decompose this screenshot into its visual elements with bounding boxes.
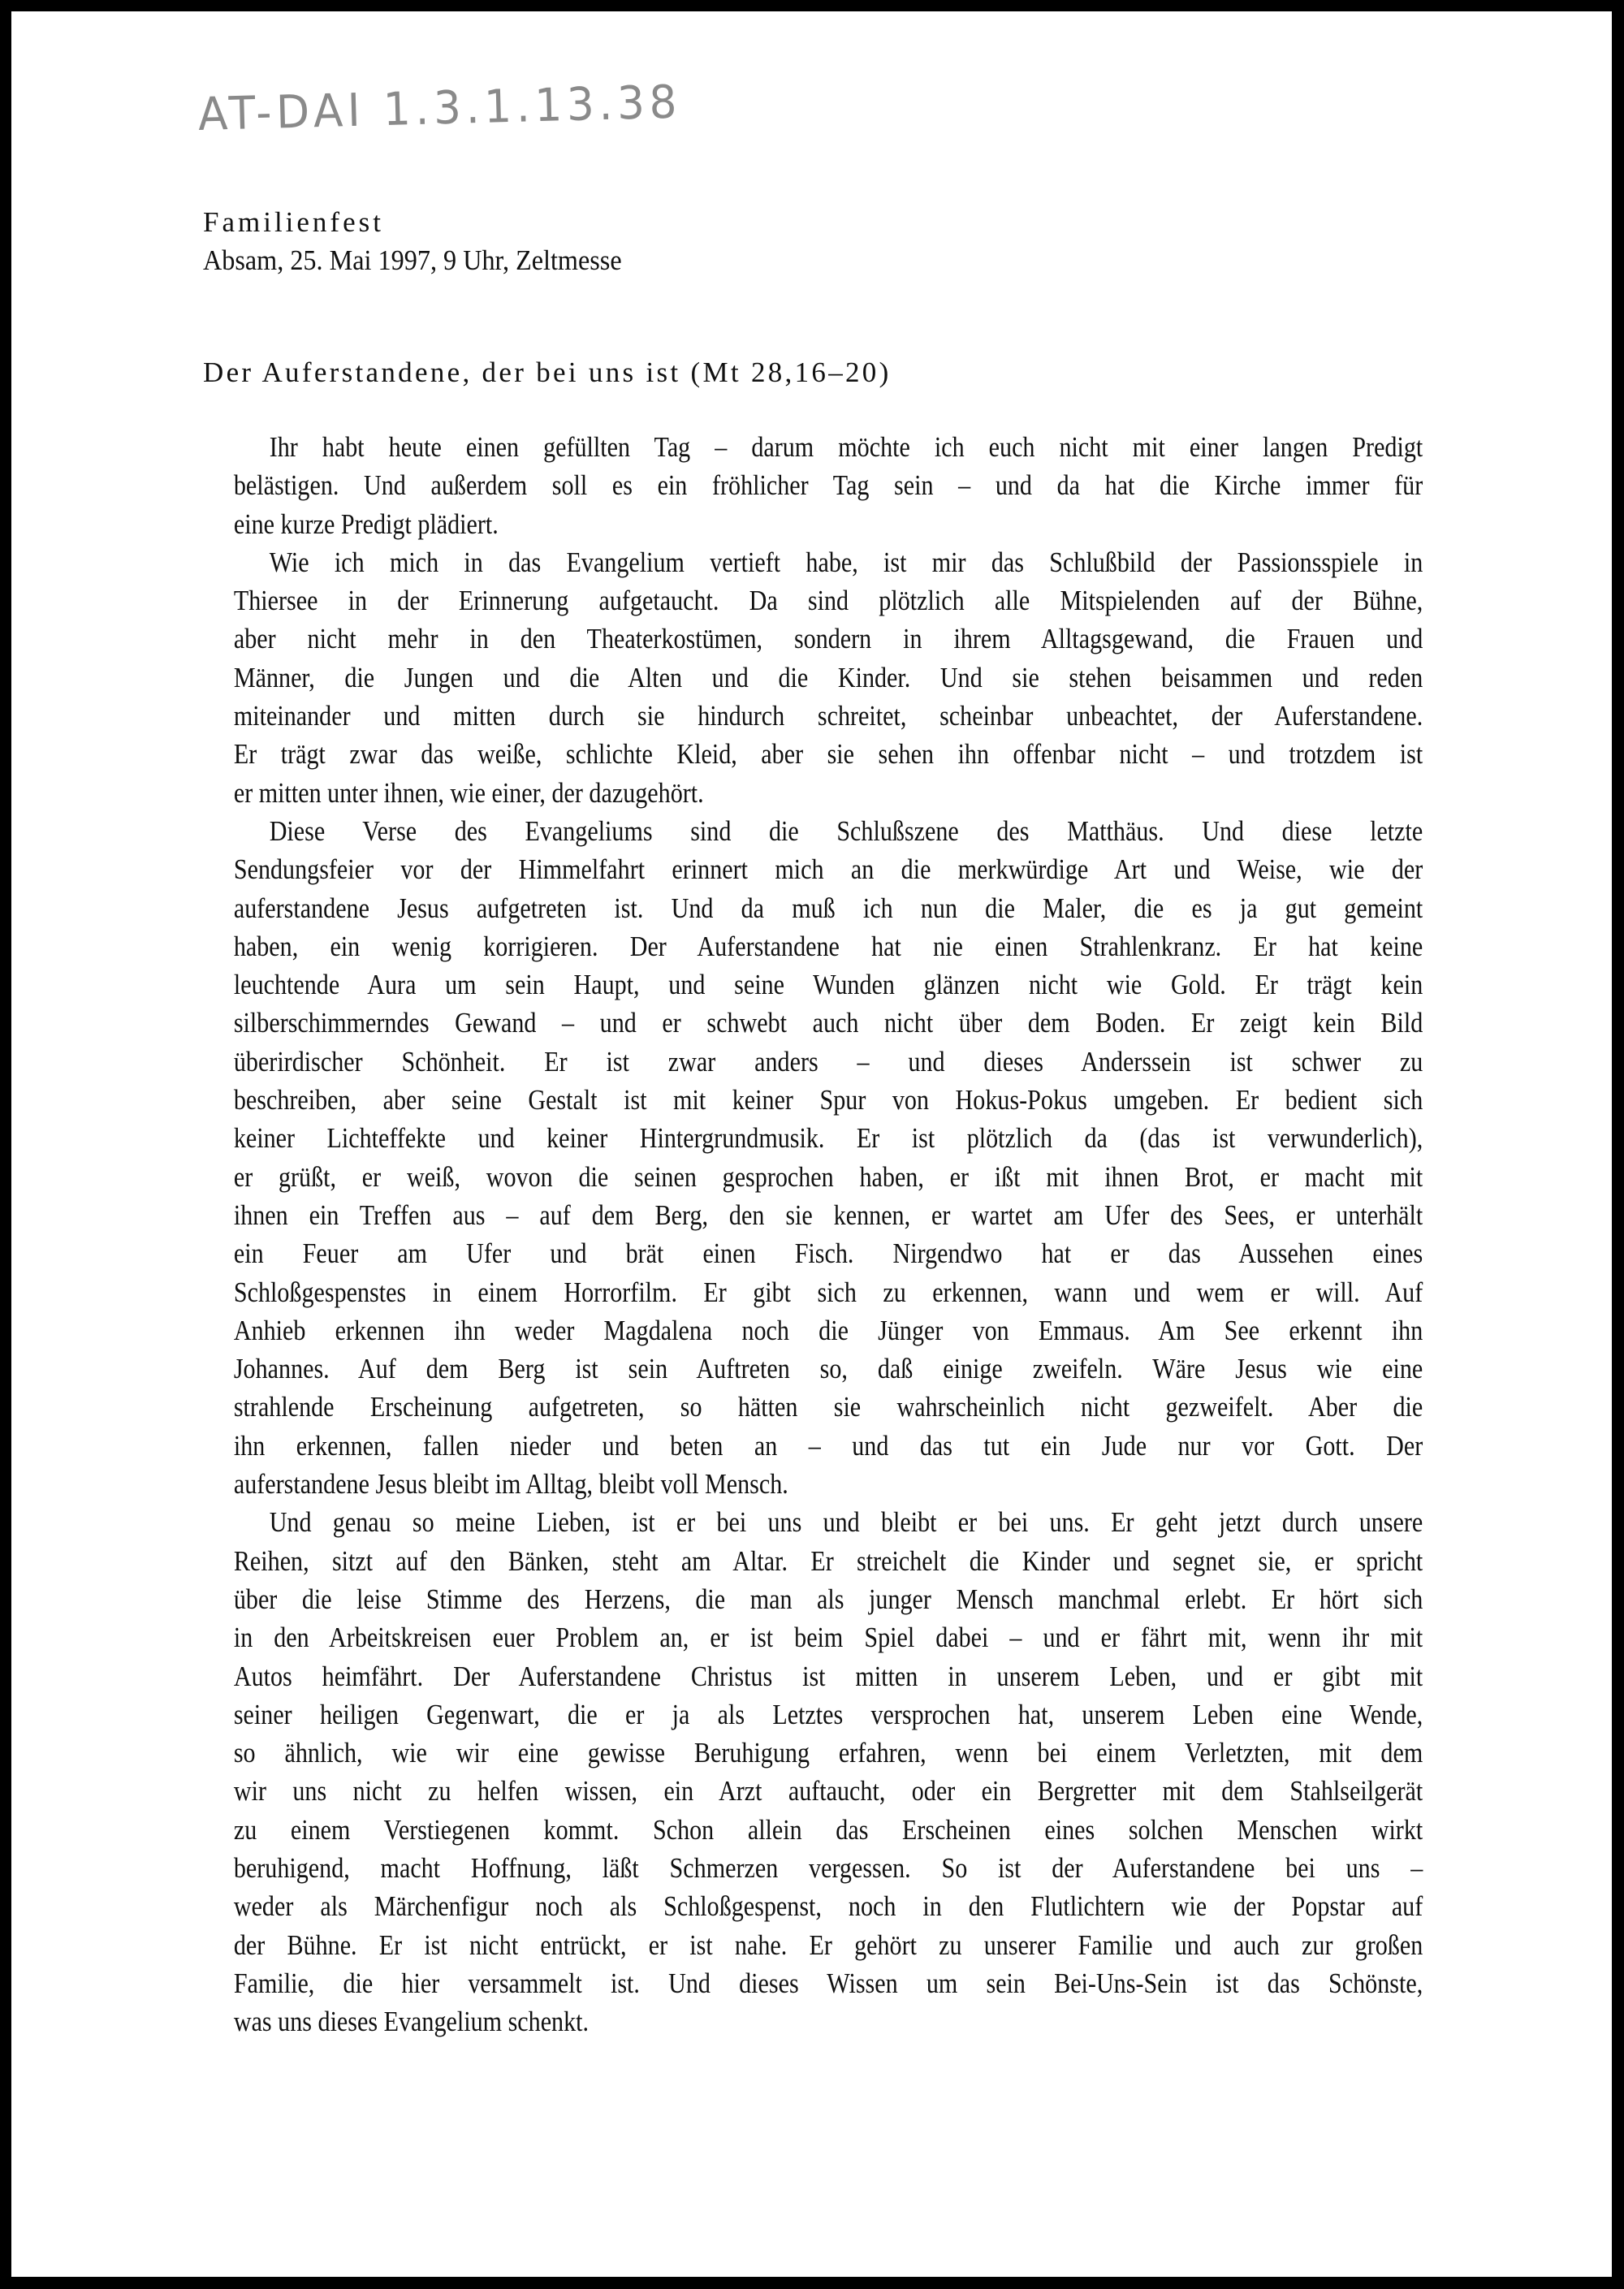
text-line: Reihen, sitzt auf den Bänken, steht am Altar. Er streichelt die Kinder und segnet sie, er spricht: [233, 1544, 1423, 1577]
paragraph: [203, 428, 1423, 543]
sermon-title: Der Auferstandene, der bei uns ist (Mt 28,16–20): [203, 356, 892, 388]
text-line: Johannes. Auf dem Berg ist sein Auftreten so, daß einige zweifeln. Wäre Jesus wie eine: [233, 1353, 1423, 1385]
document-page: [11, 11, 1612, 2277]
sermon-body: [203, 428, 1423, 2041]
text-line: seiner heiligen Gegenwart, die er ja als Letztes versprochen hat, unserem Leben eine Wende,: [233, 1698, 1423, 1730]
event-title: Familienfest: [203, 206, 384, 238]
text-line: miteinander und mitten durch sie hindurch schreitet, scheinbar unbeachtet, der Auferstandene.: [233, 700, 1423, 732]
text-line: in den Arbeitskreisen euer Problem an, er ist beim Spiel dabei – und er fährt mit, wenn ihr mit: [233, 1622, 1423, 1654]
text-line: Ihr habt heute einen gefüllten Tag – darum möchte ich euch nicht mit einer langen Predigt: [269, 431, 1423, 463]
event-place-date: Absam, 25. Mai 1997, 9 Uhr, Zeltmesse: [203, 244, 622, 276]
text-line: beschreiben, aber seine Gestalt ist mit keiner Spur von Hokus-Pokus umgeben. Er bedient sich: [233, 1084, 1423, 1116]
text-line: Autos heimfährt. Der Auferstandene Christus ist mitten in unserem Leben, und er gibt mit: [233, 1660, 1423, 1692]
text-line: aber nicht mehr in den Theaterkostümen, sondern in ihrem Alltagsgewand, die Frauen und: [233, 623, 1423, 655]
text-line: Schloßgespenstes in einem Horrorfilm. Er gibt sich zu erkennen, wann und wem er will. Auf: [233, 1276, 1423, 1308]
text-line: Anhieb erkennen ihn weder Magdalena noch die Jünger von Emmaus. Am See erkennt ihn: [233, 1314, 1423, 1346]
text-line: was uns dieses Evangelium schenkt.: [233, 2006, 590, 2038]
text-line: Wie ich mich in das Evangelium vertieft habe, ist mir das Schlußbild der Passionsspiele in: [269, 546, 1423, 578]
text-line: auferstandene Jesus bleibt im Alltag, bleibt voll Mensch.: [233, 1468, 788, 1501]
text-line: Familie, die hier versammelt ist. Und dieses Wissen um sein Bei-Uns-Sein ist das Schönste,: [233, 1967, 1423, 1999]
text-line: beruhigend, macht Hoffnung, läßt Schmerzen vergessen. So ist der Auferstandene bei uns –: [233, 1851, 1423, 1884]
text-line: silberschimmerndes Gewand – und er schwebt auch nicht über dem Boden. Er zeigt kein Bild: [233, 1007, 1423, 1039]
text-line: Sendungsfeier vor der Himmelfahrt erinnert mich an die merkwürdige Art und Weise, wie der: [233, 853, 1423, 886]
text-line: strahlende Erscheinung aufgetreten, so hätten sie wahrscheinlich nicht gezweifelt. Aber die: [233, 1391, 1423, 1423]
text-line: überirdischer Schönheit. Er ist zwar anders – und dieses Anderssein ist schwer zu: [233, 1045, 1423, 1078]
paragraph: [203, 1503, 1423, 2041]
text-line: haben, ein wenig korrigieren. Der Auferstandene hat nie einen Strahlenkranz. Er hat keine: [233, 930, 1423, 962]
text-line: eine kurze Predigt plädiert.: [233, 507, 499, 540]
text-line: Thiersee in der Erinnerung aufgetaucht. Da sind plötzlich alle Mitspielenden auf der Bühne,: [233, 585, 1423, 617]
text-line: weder als Märchenfigur noch als Schloßgespenst, noch in den Flutlichtern wie der Popstar auf: [233, 1890, 1423, 1923]
text-line: zu einem Verstiegenen kommt. Schon allein das Erscheinen eines solchen Menschen wirkt: [233, 1813, 1423, 1846]
text-line: wir uns nicht zu helfen wissen, ein Arzt auftaucht, oder ein Bergretter mit dem Stahlseilgerät: [233, 1775, 1423, 1807]
text-line: er grüßt, er weiß, wovon die seinen gesprochen haben, er ißt mit ihnen Brot, er macht mit: [233, 1160, 1423, 1193]
text-line: Männer, die Jungen und die Alten und die Kinder. Und sie stehen beisammen und reden: [233, 661, 1423, 693]
text-line: Und genau so meine Lieben, ist er bei uns und bleibt er bei uns. Er geht jetzt durch unsere: [269, 1506, 1423, 1539]
paragraph: [203, 812, 1423, 1503]
text-line: ihn erkennen, fallen nieder und beten an – und das tut ein Jude nur vor Gott. Der: [233, 1429, 1423, 1462]
text-line: Diese Verse des Evangeliums sind die Schlußszene des Matthäus. Und diese letzte: [269, 814, 1423, 847]
text-line: er mitten unter ihnen, wie einer, der dazugehört.: [233, 776, 704, 809]
text-line: belästigen. Und außerdem soll es ein fröhlicher Tag sein – und da hat die Kirche immer für: [233, 469, 1423, 502]
text-line: Er trägt zwar das weiße, schlichte Kleid, aber sie sehen ihn offenbar nicht – und trotzdem ist: [233, 738, 1423, 771]
text-line: ein Feuer am Ufer und brät einen Fisch. Nirgendwo hat er das Aussehen eines: [233, 1237, 1423, 1270]
text-line: so ähnlich, wie wir eine gewisse Beruhigung erfahren, wenn bei einem Verletzten, mit dem: [233, 1737, 1423, 1769]
text-line: leuchtende Aura um sein Haupt, und seine Wunden glänzen nicht wie Gold. Er trägt kein: [233, 969, 1423, 1001]
text-line: auferstandene Jesus aufgetreten ist. Und da muß ich nun die Maler, die es ja gut gemeint: [233, 892, 1423, 924]
text-line: der Bühne. Er ist nicht entrückt, er ist nahe. Er gehört zu unserer Familie und auch zur großen: [233, 1928, 1423, 1961]
archive-signature-handwritten: AT-DAI 1.3.1.13.38: [197, 76, 682, 141]
paragraph: [203, 543, 1423, 812]
text-line: über die leise Stimme des Herzens, die man als junger Mensch manchmal erlebt. Er hört sich: [233, 1583, 1423, 1615]
text-line: ihnen ein Treffen aus – auf dem Berg, den sie kennen, er wartet am Ufer des Sees, er unterhält: [233, 1198, 1423, 1231]
text-line: keiner Lichteffekte und keiner Hintergrundmusik. Er ist plötzlich da (das ist verwunderlich),: [233, 1122, 1423, 1155]
